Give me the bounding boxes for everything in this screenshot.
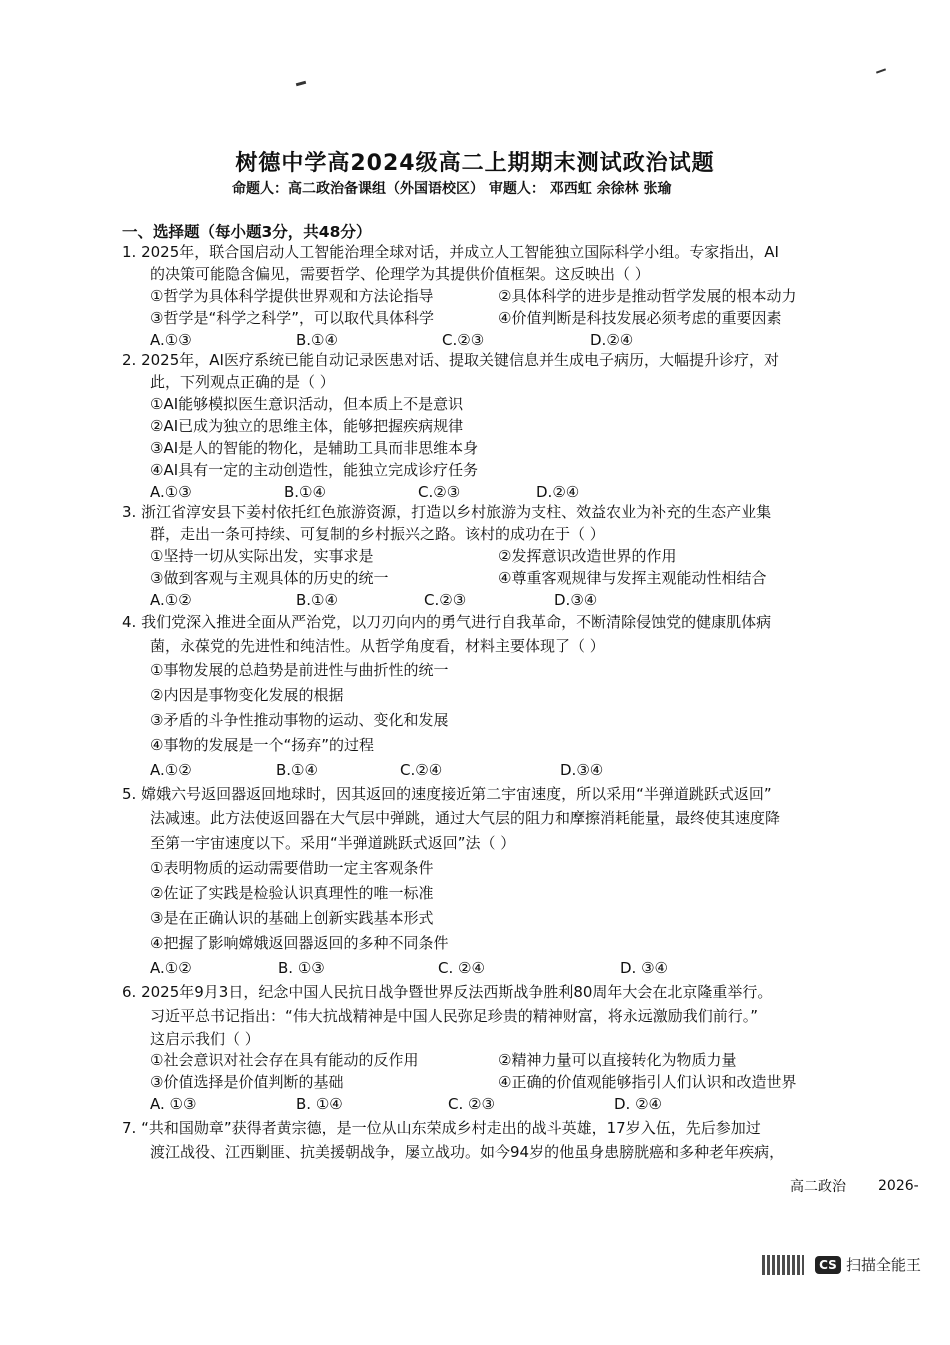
question-6-answer-a: A. ①③	[150, 1095, 197, 1113]
question-1-answer-c: C.②③	[442, 331, 485, 349]
question-6-answer-d: D. ②④	[614, 1095, 662, 1113]
exam-title: 树德中学高2024级高二上期期末测试政治试题	[235, 151, 715, 176]
question-7-stem-2: 渡江战役、江西剿匪、抗美援朝战争，屡立战功。如今94岁的他虽身患膀胱癌和多种老年疾病，	[150, 1143, 785, 1161]
question-4-option-1: ①事物发展的总趋势是前进性与曲折性的统一	[150, 661, 449, 679]
question-2-option-2: ②AI已成为独立的思维主体，能够把握疾病规律	[150, 417, 464, 435]
question-3-option-1: ①坚持一切从实际出发，实事求是	[150, 547, 374, 565]
question-2-answer-b: B.①④	[284, 483, 326, 501]
question-3-stem-1: 3. 浙江省淳安县下姜村依托红色旅游资源，打造以乡村旅游为支柱、效益农业为补充的生态产业集	[122, 503, 772, 521]
question-5-stem-3: 至第一宇宙速度以下。采用“半弹道跳跃式返回”法（ ）	[150, 834, 516, 852]
question-6-option-1: ①社会意识对社会存在具有能动的反作用	[150, 1051, 419, 1069]
question-6-stem-1: 6. 2025年9月3日，纪念中国人民抗日战争暨世界反法西斯战争胜利80周年大会在北京隆重举行。	[122, 983, 773, 1001]
question-1-answer-b: B.①④	[296, 331, 338, 349]
question-2-option-4: ④AI具有一定的主动创造性，能独立完成诊疗任务	[150, 461, 479, 479]
question-5-answer-c: C. ②④	[438, 959, 485, 977]
question-3-option-2: ②发挥意识改造世界的作用	[498, 547, 677, 565]
question-1-option-4: ④价值判断是科技发展必须考虑的重要因素	[498, 309, 782, 327]
question-7-stem-1: 7. “共和国勋章”获得者黄宗德，是一位从山东荣成乡村走出的战斗英雄，17岁入伍，先后参加过	[122, 1119, 761, 1137]
question-5-option-4: ④把握了影响嫦娥返回器返回的多种不同条件	[150, 934, 449, 952]
question-2-stem-2: 此，下列观点正确的是（ ）	[150, 373, 335, 391]
question-3-option-3: ③做到客观与主观具体的历史的统一	[150, 569, 389, 587]
qr-code-icon	[762, 1255, 804, 1275]
exam-authors: 命题人：高二政治备课组（外国语校区） 审题人： 邓西虹 余徐林 张瑜	[232, 181, 672, 197]
section-title: 一、选择题（每小题3分，共48分）	[122, 223, 372, 241]
question-4-answer-b: B.①④	[276, 761, 318, 779]
question-5-stem-2: 法减速。此方法使返回器在大气层中弹跳，通过大气层的阻力和摩擦消耗能量，最终使其速度降	[150, 809, 781, 827]
question-4-option-2: ②内因是事物变化发展的根据	[150, 686, 344, 704]
scan-speck	[296, 81, 306, 86]
question-4-stem-1: 4. 我们党深入推进全面从严治党，以刀刃向内的勇气进行自我革命，不断清除侵蚀党的健康肌体病	[122, 613, 772, 631]
question-5-option-3: ③是在正确认识的基础上创新实践基本形式	[150, 909, 434, 927]
footer-year: 2026-	[878, 1178, 919, 1194]
question-1-option-3: ③哲学是“科学之科学”，可以取代具体科学	[150, 309, 434, 327]
question-6-answer-b: B. ①④	[296, 1095, 343, 1113]
footer-subject: 高二政治	[790, 1179, 846, 1195]
question-3-stem-2: 群，走出一条可持续、可复制的乡村振兴之路。该村的成功在于（ ）	[150, 525, 605, 543]
question-3-answer-a: A.①②	[150, 591, 192, 609]
question-6-stem-2: 习近平总书记指出：“伟大抗战精神是中国人民弥足珍贵的精神财富，将永远激励我们前行。”	[150, 1007, 759, 1025]
question-5-option-2: ②佐证了实践是检验认识真理性的唯一标准	[150, 884, 434, 902]
question-2-answer-a: A.①③	[150, 483, 192, 501]
question-3-option-4: ④尊重客观规律与发挥主观能动性相结合	[498, 569, 767, 587]
question-3-answer-d: D.③④	[554, 591, 598, 609]
camscanner-badge: CS	[815, 1256, 841, 1274]
question-6-stem-3: 这启示我们（ ）	[150, 1030, 260, 1048]
question-1-option-2: ②具体科学的进步是推动哲学发展的根本动力	[498, 287, 797, 305]
question-1-answer-a: A.①③	[150, 331, 192, 349]
question-1-answer-d: D.②④	[590, 331, 634, 349]
question-5-answer-d: D. ③④	[620, 959, 668, 977]
question-2-stem-1: 2. 2025年，AI医疗系统已能自动记录医患对话、提取关键信息并生成电子病历，大幅提升诊疗，对	[122, 351, 779, 369]
question-5-stem-1: 5. 嫦娥六号返回器返回地球时，因其返回的速度接近第二宇宙速度，所以采用“半弹道跳跃式返回”	[122, 785, 772, 803]
question-5-answer-a: A.①②	[150, 959, 192, 977]
question-4-option-3: ③矛盾的斗争性推动事物的运动、变化和发展	[150, 711, 449, 729]
question-4-answer-c: C.②④	[400, 761, 443, 779]
question-4-answer-a: A.①②	[150, 761, 192, 779]
question-6-option-4: ④正确的价值观能够指引人们认识和改造世界	[498, 1073, 797, 1091]
scanner-watermark-text: 扫描全能王	[846, 1256, 922, 1274]
question-2-option-3: ③AI是人的智能的物化，是辅助工具而非思维本身	[150, 439, 479, 457]
scan-speck	[876, 68, 886, 73]
question-3-answer-c: C.②③	[424, 591, 467, 609]
question-6-option-3: ③价值选择是价值判断的基础	[150, 1073, 344, 1091]
question-1-option-1: ①哲学为具体科学提供世界观和方法论指导	[150, 287, 434, 305]
question-5-option-1: ①表明物质的运动需要借助一定主客观条件	[150, 859, 434, 877]
question-2-option-1: ①AI能够模拟医生意识活动，但本质上不是意识	[150, 395, 464, 413]
question-5-answer-b: B. ①③	[278, 959, 325, 977]
question-4-option-4: ④事物的发展是一个“扬弃”的过程	[150, 736, 374, 754]
question-6-option-2: ②精神力量可以直接转化为物质力量	[498, 1051, 737, 1069]
question-1-stem-2: 的决策可能隐含偏见，需要哲学、伦理学为其提供价值框架。这反映出（ ）	[150, 265, 650, 283]
question-2-answer-c: C.②③	[418, 483, 461, 501]
question-6-answer-c: C. ②③	[448, 1095, 495, 1113]
question-1-stem-1: 1. 2025年，联合国启动人工智能治理全球对话，并成立人工智能独立国际科学小组。专家指出，AI	[122, 243, 779, 261]
question-4-stem-2: 菌，永葆党的先进性和纯洁性。从哲学角度看，材料主要体现了（ ）	[150, 637, 605, 655]
question-4-answer-d: D.③④	[560, 761, 604, 779]
question-3-answer-b: B.①④	[296, 591, 338, 609]
question-2-answer-d: D.②④	[536, 483, 580, 501]
